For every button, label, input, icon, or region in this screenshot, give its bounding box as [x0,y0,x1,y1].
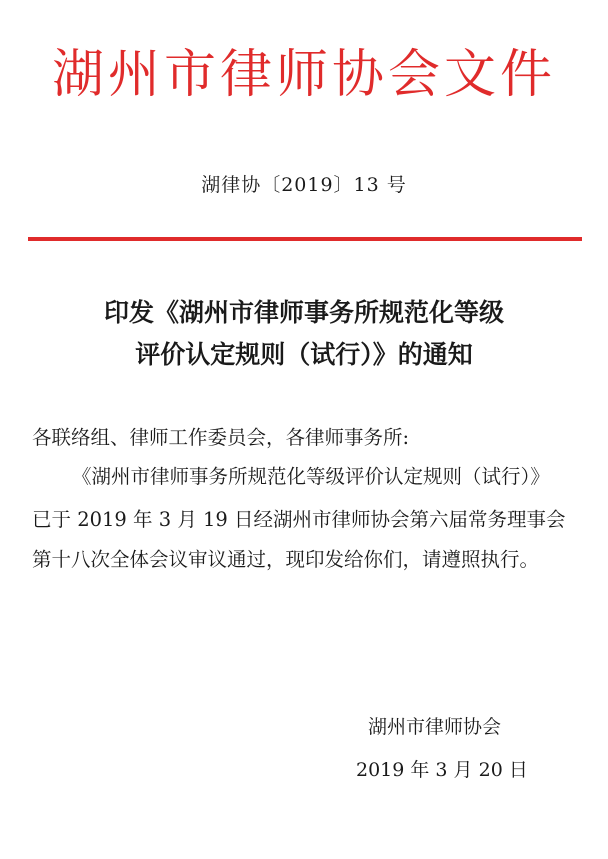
notice-title-line-1: 印发《湖州市律师事务所规范化等级 [103,298,504,327]
document-header-title: 湖州市律师协会文件 [51,45,556,105]
red-divider-line [28,237,582,241]
signature-organization: 湖州市律师协会 [368,716,502,738]
body-line-1: 《湖州市律师事务所规范化等级评价认定规则（试行）》 [72,465,550,488]
signature-date: 2019 年 3 月 20 日 [356,759,528,781]
body-line-3: 第十八次全体会议审议通过，现印发给你们，请遵照执行。 [32,548,540,571]
salutation: 各联络组、律师工作委员会，各律师事务所: [32,426,410,449]
document-number: 湖律协〔2019〕13 号 [201,174,407,196]
notice-title-line-2: 评价认定规则（试行）》的通知 [135,340,473,369]
body-line-2: 已于 2019 年 3 月 19 日经湖州市律师协会第六届常务理事会 [32,508,566,531]
